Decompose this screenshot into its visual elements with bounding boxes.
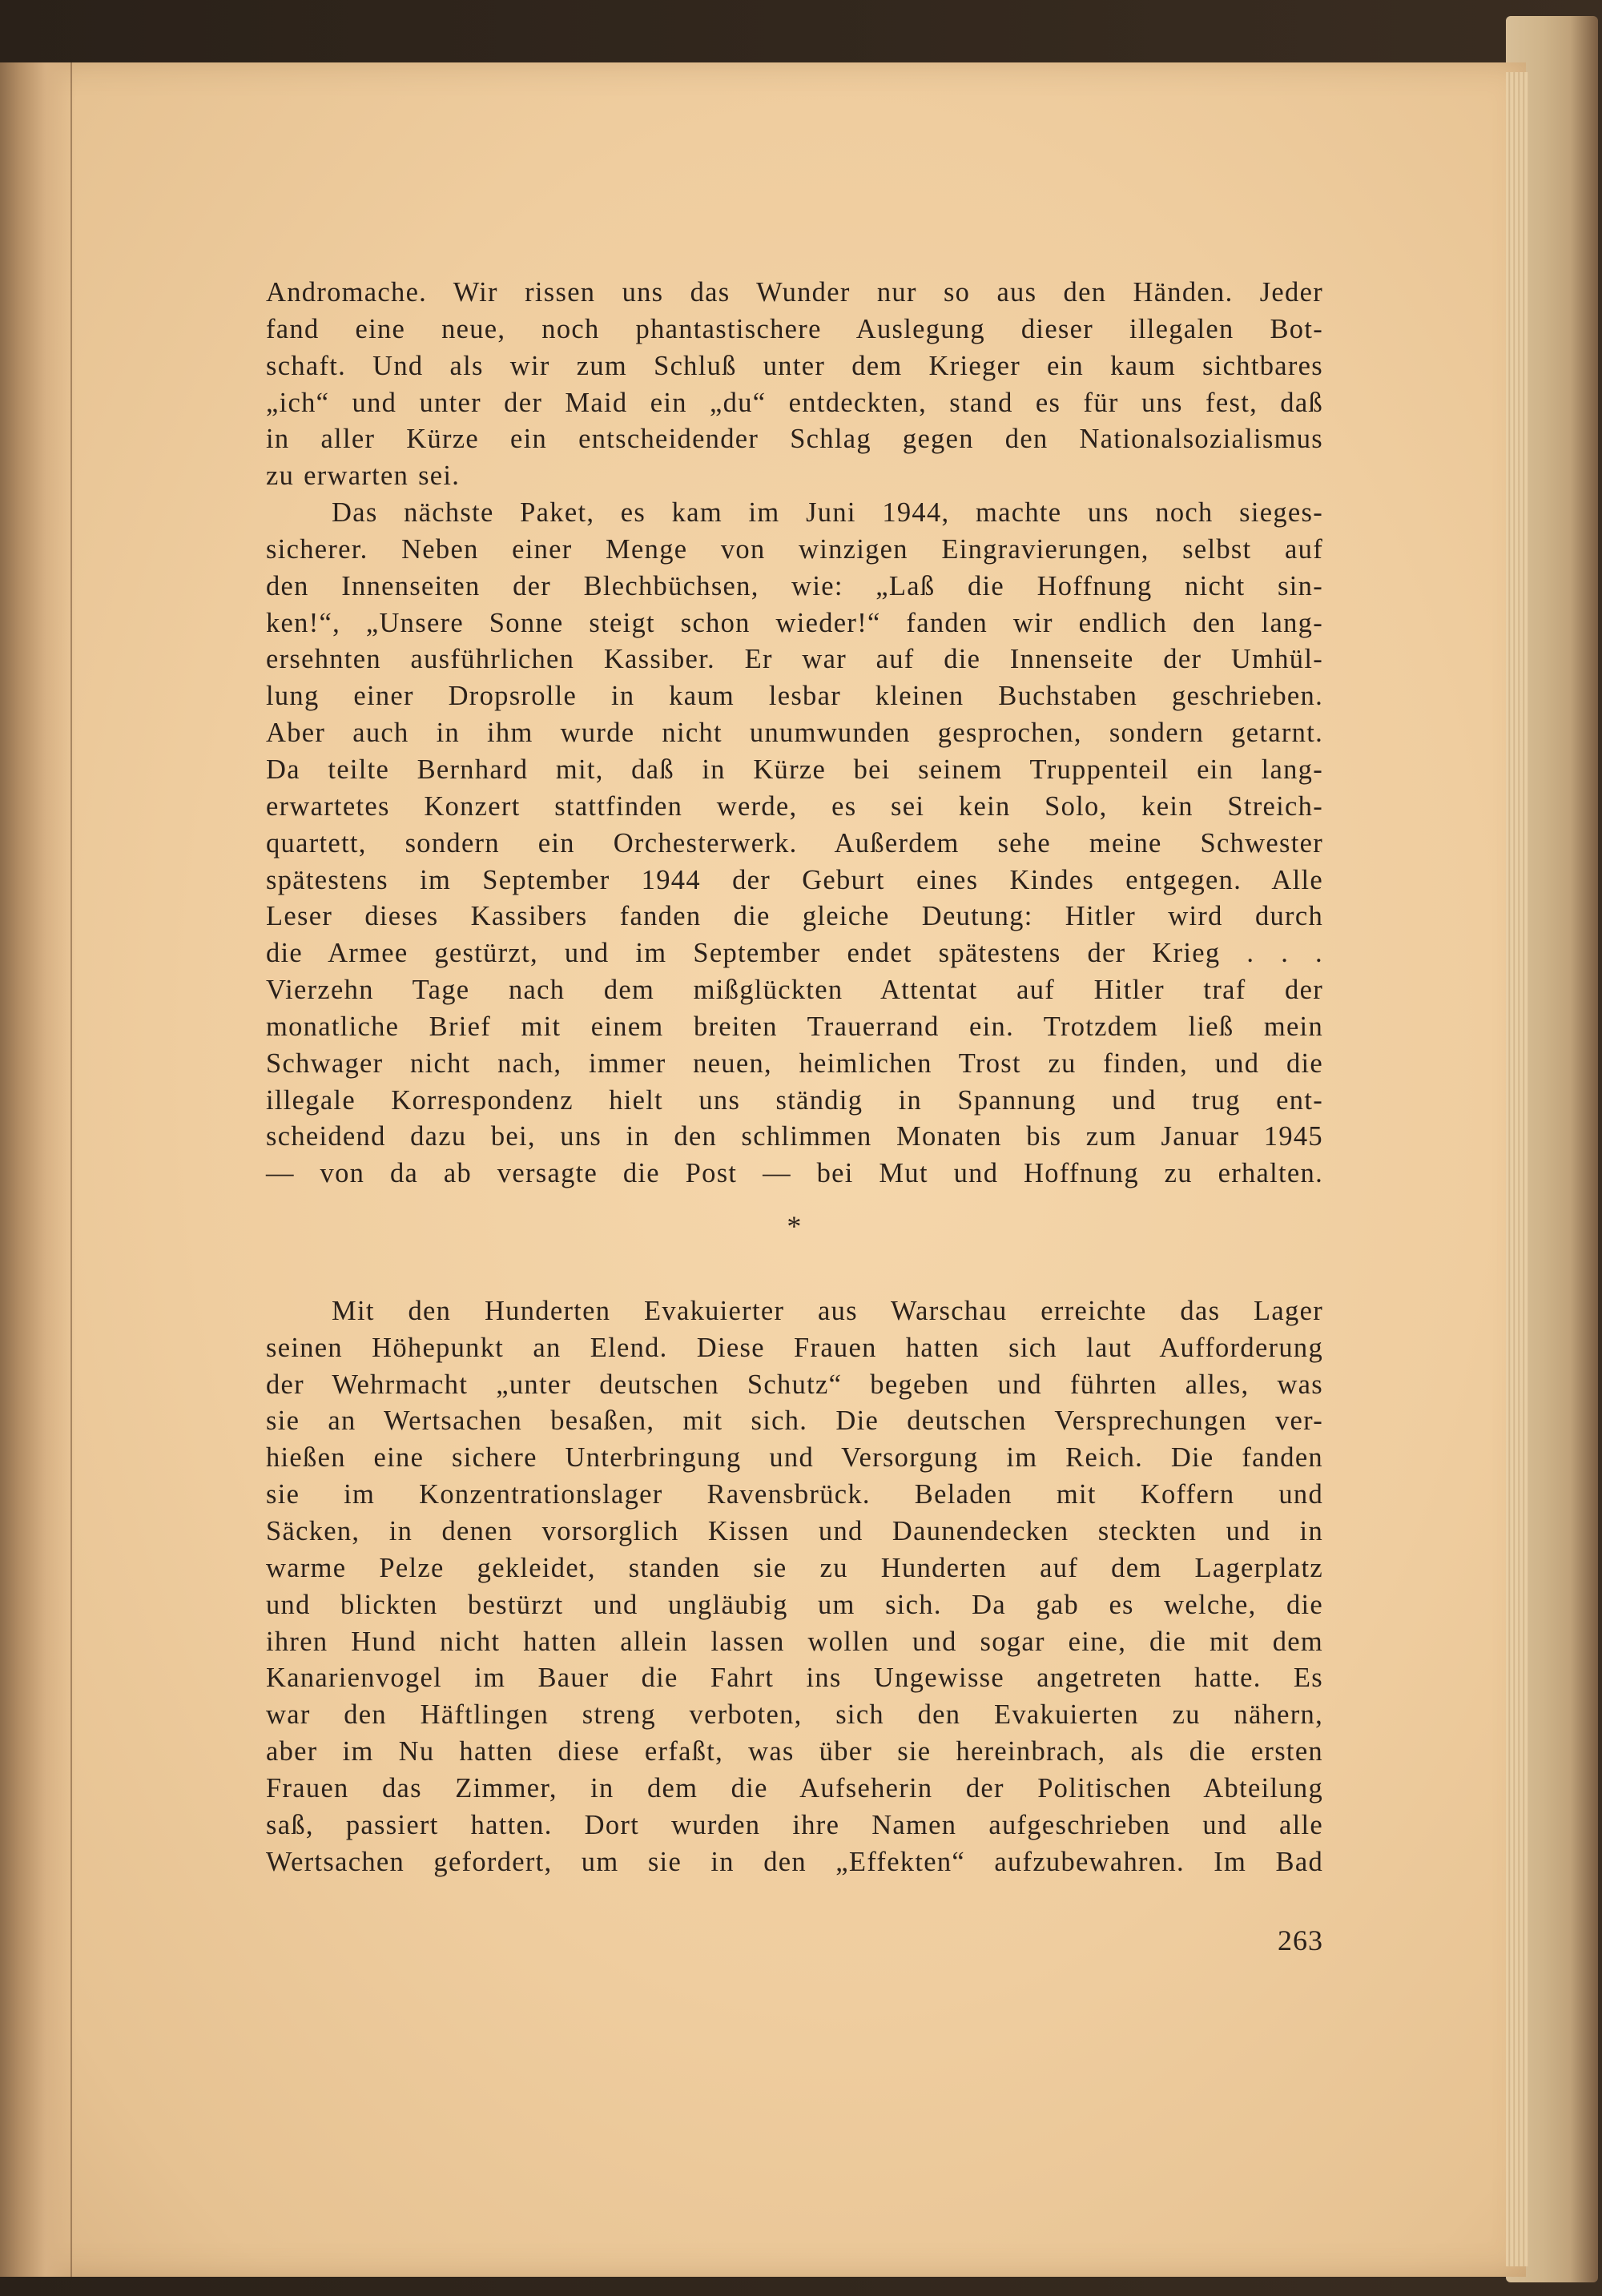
text-line: erwartetes Konzert stattfinden werde, es sei kein Solo, kein Streich- (266, 790, 1323, 822)
text-line: Vierzehn Tage nach dem mißglückten Attentat auf Hitler traf der (266, 975, 1323, 1006)
body-text (266, 275, 1323, 1880)
text-line: und blickten bestürzt und ungläubig um sich. Da gab es welche, die (266, 1589, 1323, 1620)
text-line: den Innenseiten der Blechbüchsen, wie: „Laß die Hoffnung nicht sin- (266, 570, 1323, 601)
text-line: in aller Kürze ein entscheidender Schlag gegen den Nationalsozialismus (266, 424, 1323, 455)
text-line: Mit den Hunderten Evakuierter aus Warschau erreichte das Lager (332, 1295, 1323, 1326)
text-line: die Armee gestürzt, und im September endet spätestens der Krieg . . . (266, 938, 1323, 969)
text-line: quartett, sondern ein Orchesterwerk. Außerdem sehe meine Schwester (266, 827, 1323, 858)
text-line: Kanarienvogel im Bauer die Fahrt ins Ungewisse angetreten hatte. Es (266, 1663, 1323, 1694)
text-line: fand eine neue, noch phantastischere Auslegung dieser illegalen Bot- (266, 313, 1323, 344)
text-line: saß, passiert hatten. Dort wurden ihre Namen aufgeschrieben und alle (266, 1809, 1323, 1840)
text-line: seinen Höhepunkt an Elend. Diese Frauen hatten sich laut Aufforderung (266, 1332, 1323, 1363)
text-line: Schwager nicht nach, immer neuen, heimlichen Trost zu finden, und die (266, 1047, 1323, 1079)
text-line: sicherer. Neben einer Menge von winzigen Eingravierungen, selbst auf (266, 533, 1323, 565)
text-line: Leser dieses Kassibers fanden die gleiche Deutung: Hitler wird durch (266, 901, 1323, 932)
text-line: spätestens im September 1944 der Geburt eines Kindes entgegen. Alle (266, 864, 1323, 895)
page-gutter-shadow (0, 62, 76, 2277)
text-line: Säcken, in denen vorsorglich Kissen und Daunendecken steckten und in (266, 1516, 1323, 1546)
text-line: Da teilte Bernhard mit, daß in Kürze bei seinem Truppenteil ein lang- (266, 754, 1323, 785)
text-line: ken!“, „Unsere Sonne steigt schon wieder!“ fanden wir endlich den lang- (266, 607, 1323, 638)
gutter-fold-line (70, 62, 72, 2277)
text-line: sie an Wertsachen besaßen, mit sich. Die deutschen Versprechungen ver- (266, 1405, 1323, 1437)
text-line: „ich“ und unter der Maid ein „du“ entdeckten, stand es für uns fest, daß (266, 387, 1323, 418)
text-line: war den Häftlingen streng verboten, sich den Evakuierten zu nähern, (266, 1699, 1323, 1731)
page-number: 263 (1278, 1924, 1323, 1956)
text-line: Frauen das Zimmer, in dem die Aufseherin der Politischen Abteilung (266, 1772, 1323, 1803)
text-line: zu erwarten sei. (266, 460, 461, 492)
section-separator: * (787, 1210, 803, 1243)
paragraph-2 (266, 495, 1323, 1192)
text-line: warme Pelze gekleidet, standen sie zu Hunderten auf dem Lagerplatz (266, 1552, 1323, 1583)
text-line: — von da ab versagte die Post — bei Mut und Hoffnung zu erhalten. (266, 1158, 1323, 1189)
text-line: illegale Korrespondenz hielt uns ständig in Spannung und trug ent- (266, 1084, 1323, 1116)
text-line: monatliche Brief mit einem breiten Trauerrand ein. Trotzdem ließ mein (266, 1011, 1323, 1042)
text-line: ersehnten ausführlichen Kassiber. Er war auf die Innenseite der Umhül- (266, 644, 1323, 675)
paragraph-3 (266, 1293, 1323, 1881)
text-line: schaft. Und als wir zum Schluß unter dem Krieger ein kaum sichtbares (266, 350, 1323, 381)
text-line: Aber auch in ihm wurde nicht unumwunden gesprochen, sondern getarnt. (266, 718, 1323, 749)
text-line: Andromache. Wir rissen uns das Wunder nur so aus den Händen. Jeder (266, 277, 1323, 308)
text-line: der Wehrmacht „unter deutschen Schutz“ begeben und führten alles, was (266, 1369, 1323, 1400)
text-line: scheidend dazu bei, uns in den schlimmen Monaten bis zum Januar 1945 (266, 1121, 1323, 1152)
text-line: lung einer Dropsrolle in kaum lesbar kleinen Buchstaben geschrieben. (266, 681, 1323, 712)
text-line: hießen eine sichere Unterbringung und Versorgung im Reich. Die fanden (266, 1442, 1323, 1474)
page-edges (1506, 72, 1528, 2266)
text-line: sie im Konzentrationslager Ravensbrück. Beladen mit Koffern und (266, 1479, 1323, 1510)
paragraph-1 (266, 275, 1323, 495)
text-line: aber im Nu hatten diese erfaßt, was über sie hereinbrach, als die ersten (266, 1736, 1323, 1767)
text-line: Das nächste Paket, es kam im Juni 1944, machte uns noch sieges- (332, 497, 1323, 529)
text-line: Wertsachen gefordert, um sie in den „Effekten“ aufzubewahren. Im Bad (266, 1846, 1323, 1877)
text-line: ihren Hund nicht hatten allein lassen wollen und sogar eine, die mit dem (266, 1626, 1323, 1657)
